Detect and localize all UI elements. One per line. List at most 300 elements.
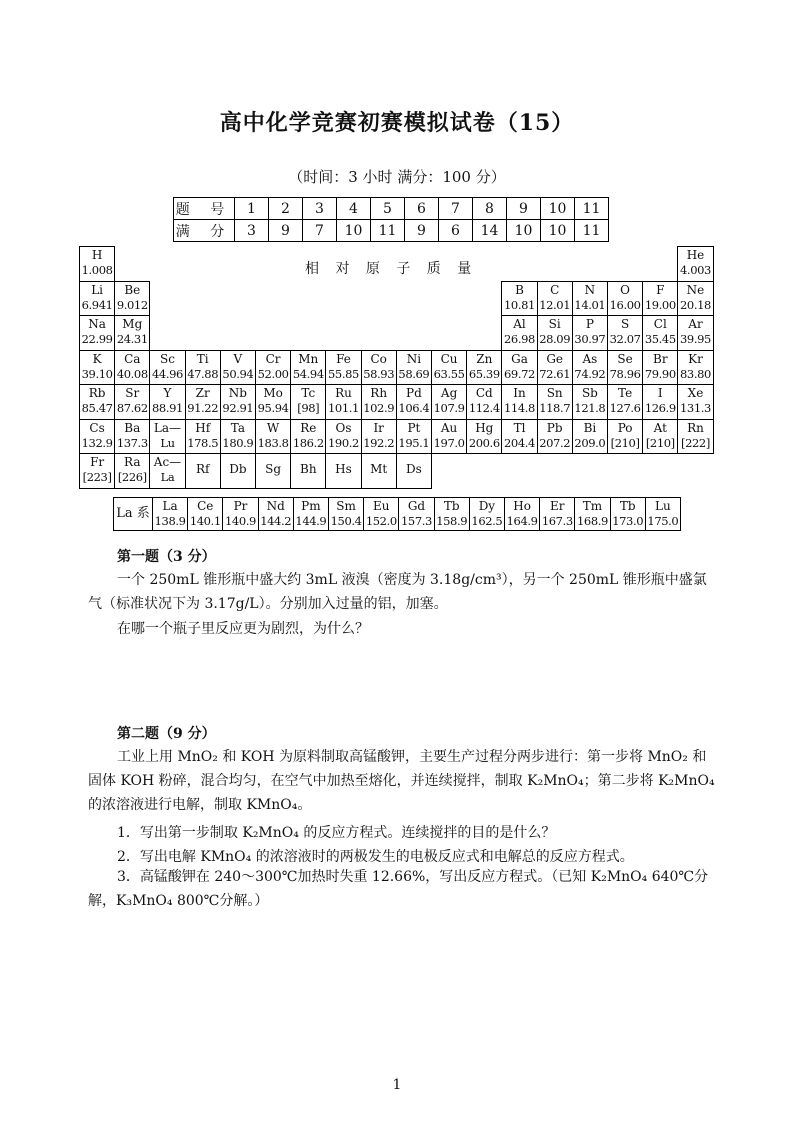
- element-cell: [501, 419, 537, 455]
- element-symbol: Au: [440, 420, 458, 435]
- element-cell: [431, 419, 467, 455]
- element-cell: [255, 350, 291, 386]
- element-mass: 30.97: [574, 332, 606, 346]
- element-cell: [114, 281, 150, 317]
- element-mass: 197.0: [433, 435, 465, 450]
- element-cell: [466, 419, 502, 455]
- element-mass: 162.5: [471, 514, 503, 528]
- element-mass: 167.3: [541, 514, 573, 528]
- element-symbol: Hs: [335, 462, 352, 476]
- element-mass: 85.47: [81, 401, 113, 415]
- element-cell: [677, 419, 713, 455]
- question-1-heading: 第一题（3 分）: [117, 549, 216, 565]
- element-cell: [220, 350, 256, 386]
- element-cell: [325, 384, 361, 420]
- score-question-number: 2: [269, 198, 303, 220]
- element-mass: 150.4: [330, 514, 362, 528]
- element-symbol: Xe: [687, 386, 704, 400]
- element-symbol: Pb: [546, 420, 563, 435]
- element-symbol: N: [584, 282, 596, 297]
- element-mass: [226]: [117, 470, 147, 484]
- element-symbol: Os: [335, 420, 352, 435]
- element-mass: 58.93: [363, 366, 395, 381]
- element-symbol: Er: [550, 499, 565, 513]
- element-cell: [220, 453, 256, 489]
- element-symbol: Ba: [124, 420, 141, 435]
- element-mass: 10.81: [504, 297, 535, 312]
- element-symbol: Ga: [511, 351, 528, 366]
- element-cell: [361, 350, 397, 386]
- page-title: 高中化学竞赛初赛模拟试卷（15）: [219, 110, 575, 136]
- element-symbol: Dy: [478, 499, 496, 513]
- element-cell: [185, 384, 221, 420]
- element-mass: 79.90: [644, 366, 676, 381]
- element-mass: 207.2: [539, 435, 571, 450]
- element-mass: 26.98: [504, 332, 535, 346]
- element-symbol: Br: [653, 351, 668, 366]
- score-question-number: 8: [473, 198, 507, 220]
- lanthanide-cell: [434, 497, 470, 531]
- page-number: 1: [392, 1077, 402, 1093]
- element-cell: [290, 384, 326, 420]
- element-cell: [79, 350, 115, 386]
- score-question-number: 3: [303, 198, 337, 220]
- element-mass: 118.7: [539, 401, 571, 415]
- element-symbol: Sc: [160, 351, 175, 366]
- element-symbol: Ir: [373, 420, 384, 435]
- element-cell: [537, 315, 573, 351]
- element-symbol: Ge: [546, 351, 564, 366]
- score-points-value: 7: [303, 220, 337, 242]
- score-points-value: 9: [269, 220, 303, 242]
- lanthanide-cell: [574, 497, 610, 531]
- element-mass: La: [160, 470, 175, 484]
- element-symbol: Db: [229, 462, 247, 476]
- element-mass: 20.18: [680, 297, 711, 312]
- element-symbol: Tc: [301, 386, 316, 400]
- element-symbol: Cl: [653, 317, 667, 331]
- element-mass: 158.9: [436, 514, 468, 528]
- element-symbol: Ac—: [153, 455, 182, 469]
- element-symbol: Ca: [124, 351, 141, 366]
- lanthanide-cell: [152, 497, 188, 531]
- element-symbol: In: [513, 386, 526, 400]
- element-cell: [396, 350, 432, 386]
- element-cell: [114, 453, 150, 489]
- element-symbol: P: [585, 317, 594, 331]
- element-symbol: Cd: [475, 386, 493, 400]
- element-cell: [537, 281, 573, 317]
- element-symbol: Gd: [407, 499, 426, 513]
- element-cell: [79, 453, 115, 489]
- element-mass: 152.0: [365, 514, 397, 528]
- question-2-item-1: 1．写出第一步制取 K₂MnO₄ 的反应方程式。连续搅拌的目的是什么？: [117, 825, 556, 841]
- element-mass: 55.85: [328, 366, 359, 381]
- element-cell: [220, 384, 256, 420]
- element-cell: [466, 350, 502, 386]
- element-symbol: Tb: [619, 499, 636, 513]
- element-cell: [396, 419, 432, 455]
- element-mass: 88.91: [152, 401, 183, 415]
- element-cell: [537, 419, 573, 455]
- score-header-points: 满 分: [174, 220, 235, 242]
- element-symbol: Pr: [233, 499, 248, 513]
- element-cell: [149, 350, 185, 386]
- question-2-item-3: 3．高锰酸钾在 240～300℃加热时失重 12.66%，写出反应方程式。（已知 K₂MnO₄ 640℃分解，K₃MnO₄ 800℃分解。）: [88, 869, 709, 909]
- question-2-item-2: 2．写出电解 KMnO₄ 的浓溶液时的两极发生的电极反应式和电解总的反应方程式。: [117, 849, 634, 865]
- element-symbol: Fr: [90, 455, 105, 469]
- element-mass: 39.95: [680, 332, 711, 346]
- element-cell: [572, 315, 608, 351]
- element-mass: 72.61: [539, 366, 571, 381]
- element-mass: 6.941: [81, 297, 113, 312]
- score-question-number: 10: [541, 198, 575, 220]
- element-symbol: Pt: [407, 420, 421, 435]
- element-symbol: Ru: [335, 386, 352, 400]
- element-symbol: Mt: [370, 462, 388, 476]
- element-symbol: Ag: [440, 386, 458, 400]
- element-mass: 102.9: [363, 401, 395, 415]
- element-mass: 180.9: [222, 435, 254, 450]
- element-mass: [223]: [82, 470, 112, 484]
- element-mass: 132.9: [81, 435, 113, 450]
- element-cell: [501, 350, 537, 386]
- element-cell: [607, 350, 643, 386]
- element-cell: [325, 350, 361, 386]
- element-mass: 32.07: [609, 332, 641, 346]
- element-mass: 19.00: [644, 297, 676, 312]
- score-points-value: 10: [337, 220, 371, 242]
- score-points-value: 11: [371, 220, 405, 242]
- element-mass: 91.22: [187, 401, 219, 415]
- element-symbol: I: [657, 386, 663, 400]
- element-cell: [642, 281, 678, 317]
- score-question-number: 4: [337, 198, 371, 220]
- element-cell: [607, 419, 643, 455]
- element-mass: 175.0: [647, 514, 679, 528]
- lanthanide-cell: [222, 497, 258, 531]
- element-symbol: B: [515, 282, 524, 297]
- element-symbol: Se: [617, 351, 633, 366]
- element-mass: 204.4: [504, 435, 535, 450]
- element-mass: 47.88: [187, 366, 219, 381]
- element-symbol: Al: [513, 317, 526, 331]
- element-mass: 140.1: [189, 514, 221, 528]
- lanthanide-cell: [293, 497, 329, 531]
- element-symbol: Sm: [336, 499, 356, 513]
- element-mass: 186.2: [292, 435, 324, 450]
- element-mass: 12.01: [539, 297, 571, 312]
- element-symbol: V: [233, 351, 243, 366]
- element-symbol: O: [620, 282, 631, 297]
- lanthanide-label: La 系: [113, 497, 153, 531]
- element-mass: [210]: [610, 435, 640, 450]
- element-cell: [572, 281, 608, 317]
- score-points-value: 10: [507, 220, 541, 242]
- element-mass: 52.00: [257, 366, 289, 381]
- element-mass: 58.69: [398, 366, 430, 381]
- element-cell: [537, 350, 573, 386]
- element-symbol: Ce: [197, 499, 214, 513]
- element-cell: [396, 453, 432, 489]
- element-cell: [79, 246, 115, 282]
- element-cell: [572, 419, 608, 455]
- element-mass: 106.4: [398, 401, 430, 415]
- element-symbol: Ta: [230, 420, 245, 435]
- score-question-number: 11: [575, 198, 609, 220]
- lanthanide-cell: [610, 497, 646, 531]
- element-symbol: Li: [91, 282, 103, 297]
- element-symbol: Bi: [583, 420, 597, 435]
- element-mass: 14.01: [574, 297, 606, 312]
- element-cell: [677, 246, 713, 282]
- score-points-value: 14: [473, 220, 507, 242]
- element-symbol: Pd: [406, 386, 422, 400]
- element-cell: [79, 419, 115, 455]
- element-cell: [642, 384, 678, 420]
- element-mass: 200.6: [468, 435, 500, 450]
- score-question-number: 5: [371, 198, 405, 220]
- element-symbol: Sn: [546, 386, 563, 400]
- element-symbol: Mn: [298, 351, 319, 366]
- element-cell: [677, 315, 713, 351]
- element-cell: [79, 384, 115, 420]
- element-mass: 40.08: [116, 366, 148, 381]
- element-cell: [114, 384, 150, 420]
- element-cell: [185, 350, 221, 386]
- element-mass: [98]: [297, 401, 320, 415]
- periodic-table-caption: 相 对 原 子 质 量: [305, 261, 478, 277]
- lanthanide-cell: [645, 497, 681, 531]
- element-cell: [677, 281, 713, 317]
- element-mass: 114.8: [504, 401, 535, 415]
- element-symbol: Ni: [406, 351, 422, 366]
- element-symbol: Zr: [195, 386, 210, 400]
- element-mass: 63.55: [433, 366, 465, 381]
- element-cell: [361, 384, 397, 420]
- element-cell: [642, 350, 678, 386]
- element-cell: [501, 384, 537, 420]
- element-cell: [255, 453, 291, 489]
- element-cell: [185, 453, 221, 489]
- element-symbol: Nd: [266, 499, 285, 513]
- element-mass: 121.8: [574, 401, 606, 415]
- lanthanide-cell: [539, 497, 575, 531]
- element-symbol: Hg: [475, 420, 494, 435]
- element-symbol: Zn: [476, 351, 493, 366]
- question-1-text: 一个 250mL 锥形瓶中盛大约 3mL 液溴（密度为 3.18g/cm³），另一个 250mL 锥形瓶中盛氯气（标准状况下为 3.17g/L）。分别加入过量的铝，加塞。: [88, 572, 707, 612]
- element-mass: 112.4: [468, 401, 500, 415]
- element-mass: 4.003: [680, 263, 711, 277]
- element-mass: 65.39: [468, 366, 500, 381]
- element-symbol: Bh: [300, 462, 317, 476]
- element-mass: 35.45: [644, 332, 676, 346]
- lanthanide-cell: [363, 497, 399, 531]
- element-symbol: H: [91, 248, 103, 262]
- lanthanide-cell: [258, 497, 294, 531]
- element-symbol: Cr: [265, 351, 281, 366]
- element-mass: 22.99: [81, 332, 113, 346]
- score-points-value: 3: [235, 220, 269, 242]
- element-symbol: Ti: [196, 351, 209, 366]
- element-cell: [572, 350, 608, 386]
- element-cell: [290, 350, 326, 386]
- element-mass: 101.1: [328, 401, 359, 415]
- element-cell: [466, 384, 502, 420]
- element-cell: [149, 384, 185, 420]
- element-symbol: La—: [153, 420, 182, 435]
- score-question-number: 1: [235, 198, 269, 220]
- element-symbol: Fe: [336, 351, 351, 366]
- element-symbol: At: [653, 420, 667, 435]
- element-mass: 16.00: [609, 297, 641, 312]
- element-cell: [361, 453, 397, 489]
- element-cell: [79, 315, 115, 351]
- score-question-number: 6: [405, 198, 439, 220]
- lanthanide-cell: [398, 497, 434, 531]
- element-mass: 107.9: [433, 401, 465, 415]
- element-symbol: Tb: [443, 499, 460, 513]
- element-symbol: Ra: [124, 455, 141, 469]
- element-cell: [325, 419, 361, 455]
- element-cell: [290, 453, 326, 489]
- element-symbol: Ar: [688, 317, 703, 331]
- element-symbol: Rf: [195, 462, 210, 476]
- element-mass: 95.94: [257, 401, 289, 415]
- element-symbol: Sb: [581, 386, 598, 400]
- element-cell: [572, 384, 608, 420]
- element-cell: [642, 315, 678, 351]
- element-symbol: Eu: [373, 499, 390, 513]
- element-symbol: Tl: [513, 420, 526, 435]
- element-symbol: K: [92, 351, 102, 366]
- element-cell: [220, 419, 256, 455]
- element-cell: [607, 281, 643, 317]
- element-symbol: Pm: [301, 499, 321, 513]
- element-cell: [114, 315, 150, 351]
- score-question-number: 7: [439, 198, 473, 220]
- lanthanide-cell: [187, 497, 223, 531]
- score-row-question: [174, 198, 609, 220]
- element-mass: 140.9: [225, 514, 256, 528]
- exam-info: （时间：3 小时 满分：100 分）: [288, 168, 506, 186]
- score-question-number: 9: [507, 198, 541, 220]
- element-symbol: Rb: [88, 386, 106, 400]
- element-cell: [607, 384, 643, 420]
- element-mass: 24.31: [116, 332, 148, 346]
- element-symbol: Re: [300, 420, 317, 435]
- question-2-intro: 工业上用 MnO₂ 和 KOH 为原料制取高锰酸钾，主要生产过程分两步进行：第一步将 MnO₂ 和固体 KOH 粉碎，混合均匀，在空气中加热至熔化，并连续搅拌，制取 K₂MnO₄；第二步将 K₂MnO₄ 的浓溶液进行电解，制取 KMnO₄。: [88, 749, 715, 813]
- element-symbol: S: [620, 317, 630, 331]
- element-symbol: He: [686, 248, 705, 262]
- element-mass: 83.80: [680, 366, 711, 381]
- element-mass: 138.9: [154, 514, 186, 528]
- element-symbol: Rn: [687, 420, 704, 435]
- element-mass: Lu: [160, 435, 175, 450]
- element-symbol: Ds: [406, 462, 422, 476]
- element-symbol: Rh: [370, 386, 388, 400]
- lanthanide-cell: [469, 497, 505, 531]
- element-mass: 144.2: [260, 514, 292, 528]
- element-cell: [677, 350, 713, 386]
- element-symbol: Mo: [263, 386, 283, 400]
- element-mass: 54.94: [292, 366, 324, 381]
- element-mass: 209.0: [574, 435, 606, 450]
- score-header-question: 题 号: [174, 198, 235, 220]
- element-mass: 9.012: [116, 297, 148, 312]
- element-cell: [501, 315, 537, 351]
- element-cell: [185, 419, 221, 455]
- element-symbol: Ho: [513, 499, 531, 513]
- score-points-value: 11: [575, 220, 609, 242]
- element-cell: [537, 384, 573, 420]
- element-cell: [501, 281, 537, 317]
- element-symbol: Mg: [122, 317, 143, 331]
- element-cell: [361, 419, 397, 455]
- element-cell: [114, 419, 150, 455]
- element-symbol: Nb: [228, 386, 247, 400]
- score-table: [173, 197, 609, 242]
- element-mass: 178.5: [187, 435, 219, 450]
- element-symbol: Be: [124, 282, 141, 297]
- element-mass: 39.10: [81, 366, 113, 381]
- element-cell: [290, 419, 326, 455]
- element-mass: 50.94: [222, 366, 254, 381]
- element-mass: 78.96: [609, 366, 641, 381]
- element-mass: 157.3: [401, 514, 432, 528]
- element-mass: 190.2: [328, 435, 359, 450]
- element-symbol: Sr: [125, 386, 140, 400]
- score-points-value: 9: [405, 220, 439, 242]
- element-symbol: Kr: [688, 351, 703, 366]
- element-cell: [255, 384, 291, 420]
- element-cell: [607, 315, 643, 351]
- element-mass: 28.09: [539, 332, 571, 346]
- element-symbol: Na: [88, 317, 106, 331]
- element-mass: 127.6: [609, 401, 641, 415]
- element-symbol: Y: [163, 386, 172, 400]
- element-mass: 74.92: [574, 366, 606, 381]
- element-symbol: Tm: [582, 499, 603, 513]
- element-mass: 144.9: [295, 514, 327, 528]
- element-cell: [677, 384, 713, 420]
- element-cell: [114, 350, 150, 386]
- element-symbol: Cu: [440, 351, 458, 366]
- element-symbol: Cs: [89, 420, 105, 435]
- element-mass: 87.62: [116, 401, 148, 415]
- element-cell: [396, 384, 432, 420]
- element-mass: 173.0: [612, 514, 644, 528]
- question-1-question: 在哪一个瓶子里反应更为剧烈，为什么？: [117, 621, 369, 637]
- element-mass: 164.9: [506, 514, 538, 528]
- element-symbol: Hf: [195, 420, 211, 435]
- element-cell: [431, 350, 467, 386]
- element-symbol: Lu: [655, 499, 671, 513]
- score-points-value: 6: [439, 220, 473, 242]
- score-row-points: [174, 220, 609, 242]
- element-mass: [210]: [645, 435, 675, 450]
- element-mass: 69.72: [504, 366, 535, 381]
- element-symbol: Sg: [265, 462, 282, 476]
- element-mass: 92.91: [222, 401, 254, 415]
- element-symbol: F: [656, 282, 665, 297]
- element-mass: 44.96: [152, 366, 183, 381]
- element-symbol: W: [266, 420, 280, 435]
- element-cell: [79, 281, 115, 317]
- element-mass: 192.2: [363, 435, 395, 450]
- periodic-table: [79, 246, 713, 488]
- element-mass: 131.3: [680, 401, 711, 415]
